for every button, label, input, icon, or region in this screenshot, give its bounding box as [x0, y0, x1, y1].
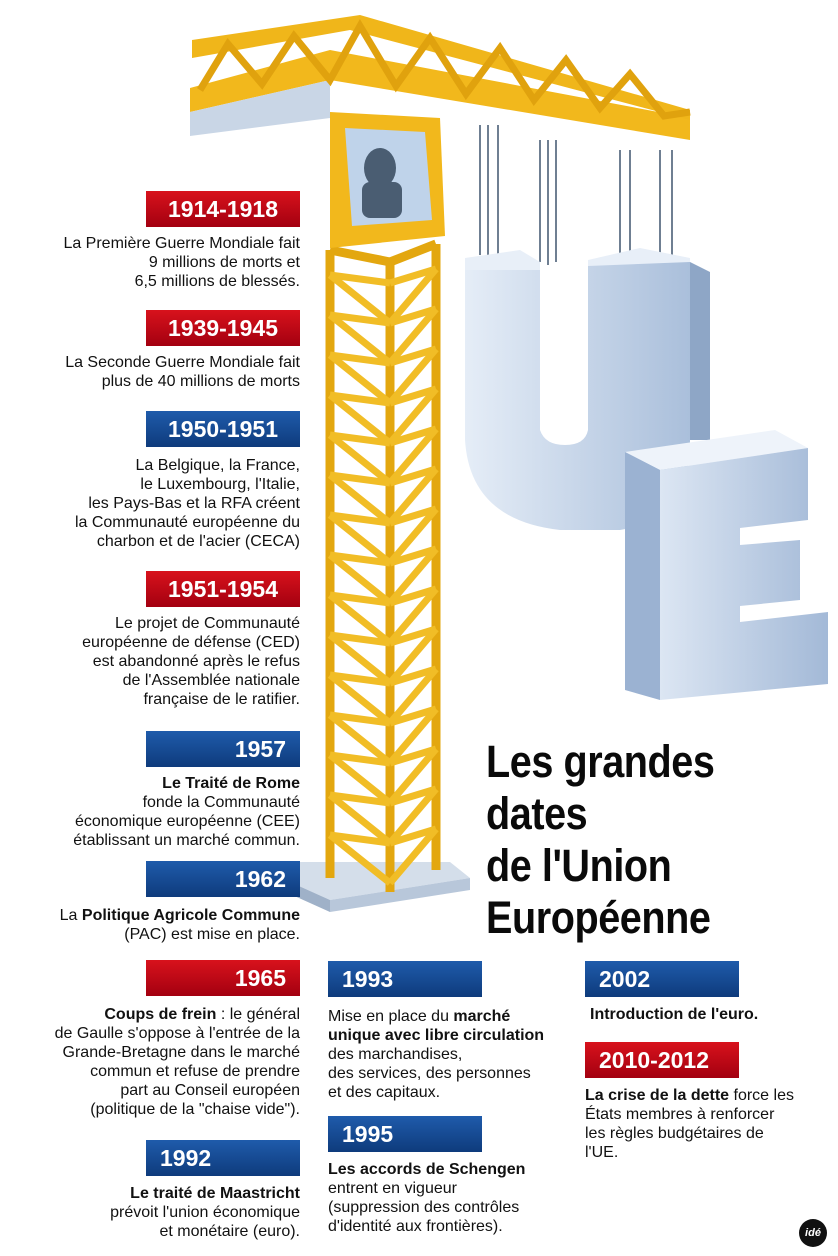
date-badge-1992: 1992	[146, 1140, 300, 1176]
date-badge-1951-1954: 1951-1954	[146, 571, 300, 607]
event-line: La Belgique, la France,	[135, 457, 300, 474]
title-line: dates	[486, 788, 588, 839]
title-line: de l'Union	[486, 840, 672, 891]
event-1951-1954	[82, 614, 300, 709]
title-line: Européenne	[486, 892, 711, 943]
event-line: (politique de la "chaise vide").	[90, 1101, 300, 1118]
event-line: Mise en place du marché	[328, 1008, 511, 1025]
event-line: d'identité aux frontières).	[328, 1218, 503, 1235]
publisher-logo: idé	[799, 1219, 827, 1247]
crane-base	[290, 862, 470, 912]
event-line: (PAC) est mise en place.	[124, 926, 300, 943]
date-badge-1993: 1993	[328, 961, 482, 997]
date-badge-1965: 1965	[146, 960, 300, 996]
event-line: fonde la Communauté	[142, 794, 300, 811]
event-2010-2012	[585, 1086, 794, 1162]
event-line: États membres à renforcer	[585, 1106, 775, 1123]
event-line: des marchandises,	[328, 1046, 463, 1063]
event-line: charbon et de l'acier (CECA)	[96, 533, 300, 550]
event-1939-1945	[65, 353, 300, 391]
date-badge-1939-1945: 1939-1945	[146, 310, 300, 346]
date-badge-1914-1918: 1914-1918	[146, 191, 300, 227]
date-badge-1962: 1962	[146, 861, 300, 897]
date-badge-1957: 1957	[146, 731, 300, 767]
event-line: la Communauté européenne du	[74, 514, 300, 531]
event-line: Les accords de Schengen	[328, 1161, 526, 1178]
event-line: de l'Assemblée nationale	[122, 672, 300, 689]
event-1914-1918	[63, 234, 300, 291]
date-badge-2010-2012: 2010-2012	[585, 1042, 739, 1078]
event-line: commun et refuse de prendre	[90, 1063, 300, 1080]
event-line: Le projet de Communauté	[115, 615, 300, 632]
event-line: est abandonné après le refus	[92, 653, 300, 670]
event-line: des services, des personnes	[328, 1065, 531, 1082]
event-line: européenne de défense (CED)	[82, 634, 300, 651]
event-line: les règles budgétaires de	[585, 1125, 764, 1142]
block-e	[625, 430, 828, 700]
event-1993	[328, 1007, 544, 1102]
event-line: et monétaire (euro).	[159, 1223, 300, 1240]
event-line: plus de 40 millions de morts	[101, 373, 300, 390]
event-line: Grande-Bretagne dans le marché	[62, 1044, 300, 1061]
event-line: La crise de la dette force les	[585, 1087, 794, 1104]
date-badge-1950-1951: 1950-1951	[146, 411, 300, 447]
event-line: Introduction de l'euro.	[590, 1006, 759, 1023]
event-line: le Luxembourg, l'Italie,	[140, 476, 300, 493]
event-line: (suppression des contrôles	[328, 1199, 520, 1216]
event-line-bold: Le Traité de Rome	[162, 775, 300, 792]
event-line: les Pays-Bas et la RFA créent	[88, 495, 300, 512]
event-line: unique avec libre circulation	[328, 1027, 545, 1044]
event-line: La Seconde Guerre Mondiale fait	[65, 354, 300, 371]
page-title	[486, 736, 714, 944]
event-line: La Politique Agricole Commune	[59, 907, 300, 924]
event-line: Coups de frein : le général	[104, 1006, 300, 1023]
event-line: Le traité de Maastricht	[130, 1185, 300, 1202]
event-line: l'UE.	[585, 1144, 619, 1161]
event-1995	[328, 1160, 525, 1236]
event-line: française de le ratifier.	[143, 691, 300, 708]
event-1965	[55, 1005, 300, 1119]
date-badge-2002: 2002	[585, 961, 739, 997]
event-line: prévoit l'union économique	[110, 1204, 300, 1221]
title-line: Les grandes	[486, 736, 715, 787]
crane-cabin	[330, 112, 445, 248]
event-line: de Gaulle s'oppose à l'entrée de la	[54, 1025, 300, 1042]
event-line: La Première Guerre Mondiale fait	[63, 235, 300, 252]
event-line: établissant un marché commun.	[73, 832, 300, 849]
event-2002	[590, 1005, 758, 1024]
event-line: part au Conseil européen	[120, 1082, 300, 1099]
event-line: économique européenne (CEE)	[74, 813, 300, 830]
date-badge-1995: 1995	[328, 1116, 482, 1152]
event-line: et des capitaux.	[328, 1084, 441, 1101]
event-1957	[73, 774, 300, 850]
event-1962	[60, 906, 300, 944]
event-line: entrent en vigueur	[328, 1180, 457, 1197]
event-1950-1951	[75, 456, 300, 551]
event-line: 6,5 millions de blessés.	[134, 273, 300, 290]
event-line: 9 millions de morts et	[148, 254, 300, 271]
event-1992	[110, 1184, 300, 1241]
